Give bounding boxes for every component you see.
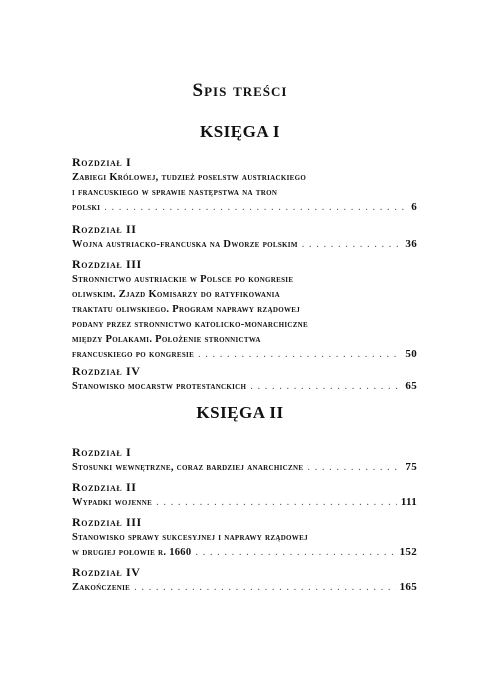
chapter-heading: Rozdział II [72,480,137,494]
chapter-last-line [72,545,417,560]
page-number: 36 [405,238,417,250]
dot-leader [156,495,397,510]
toc-entry[interactable] [72,257,417,362]
page-title: Spis treści [192,80,288,101]
page-number: 165 [399,581,417,593]
toc-entry[interactable] [72,364,417,394]
chapter-description-line: Wojna austriacko-francuska na Dworze polskim [72,239,298,250]
page-number: 65 [405,380,417,392]
chapter-description-line: Stanowisko mocarstw protestanckich [72,381,247,392]
dot-leader [195,545,395,560]
toc-entry[interactable] [72,445,417,475]
page-number: 50 [405,348,417,360]
chapter-last-line [72,460,417,475]
chapter-description-line: polski [72,202,101,213]
chapter-description-line: między Polakami. Położenie stronnictwa [72,334,261,345]
chapter-description-line: francuskiego po kongresie [72,349,195,360]
chapter-description-line: traktatu oliwskiego. Program naprawy rządowej [72,304,301,315]
toc-entry[interactable] [72,480,417,510]
chapter-heading: Rozdział II [72,222,137,236]
chapter-description-line: Stronnictwo austriackie w Polsce po kongresie [72,274,294,285]
chapter-description-line: Zakończenie [72,582,131,593]
chapter-description-line: Stanowisko sprawy sukcesyjnej i naprawy rządowej [72,532,308,543]
book-heading: KSIĘGA II [196,403,284,422]
page-number: 111 [400,496,417,508]
chapter-last-line [72,237,417,252]
page-number: 6 [411,201,417,213]
chapter-description-line: podany przez stronnictwo katolicko-monarchiczne [72,319,309,330]
toc-entry[interactable] [72,155,417,215]
chapter-description-line: Zabiegi Królowej, tudzież poselstw austriackiego [72,172,307,183]
dot-leader [134,580,395,595]
chapter-description-line: Wypadki wojenne [72,497,153,508]
chapter-description-line: w drugiej połowie r. 1660 [72,547,192,558]
chapter-heading: Rozdział IV [72,364,141,378]
chapter-last-line [72,200,417,215]
chapter-heading: Rozdział I [72,445,132,459]
dot-leader [104,200,407,215]
toc-entry[interactable] [72,222,417,252]
chapter-heading: Rozdział IV [72,565,141,579]
toc-entry[interactable] [72,565,417,595]
chapter-heading: Rozdział I [72,155,132,169]
toc-entry[interactable] [72,515,417,560]
page-number: 75 [405,461,417,473]
chapter-description-line: i francuskiego w sprawie następstwa na tron [72,187,278,198]
dot-leader [307,460,401,475]
chapter-last-line [72,379,417,394]
chapter-last-line [72,495,417,510]
chapter-description-line: Stosunki wewnętrzne, coraz bardziej anarchiczne [72,462,304,473]
chapter-heading: Rozdział III [72,257,142,271]
dot-leader [302,237,402,252]
chapter-last-line [72,347,417,362]
book-heading: KSIĘGA I [199,122,281,141]
dot-leader [250,379,401,394]
chapter-heading: Rozdział III [72,515,142,529]
chapter-last-line [72,580,417,595]
chapter-description-line: oliwskim. Zjazd Komisarzy do ratyfikowania [72,289,281,300]
dot-leader [198,347,401,362]
page-number: 152 [399,546,417,558]
